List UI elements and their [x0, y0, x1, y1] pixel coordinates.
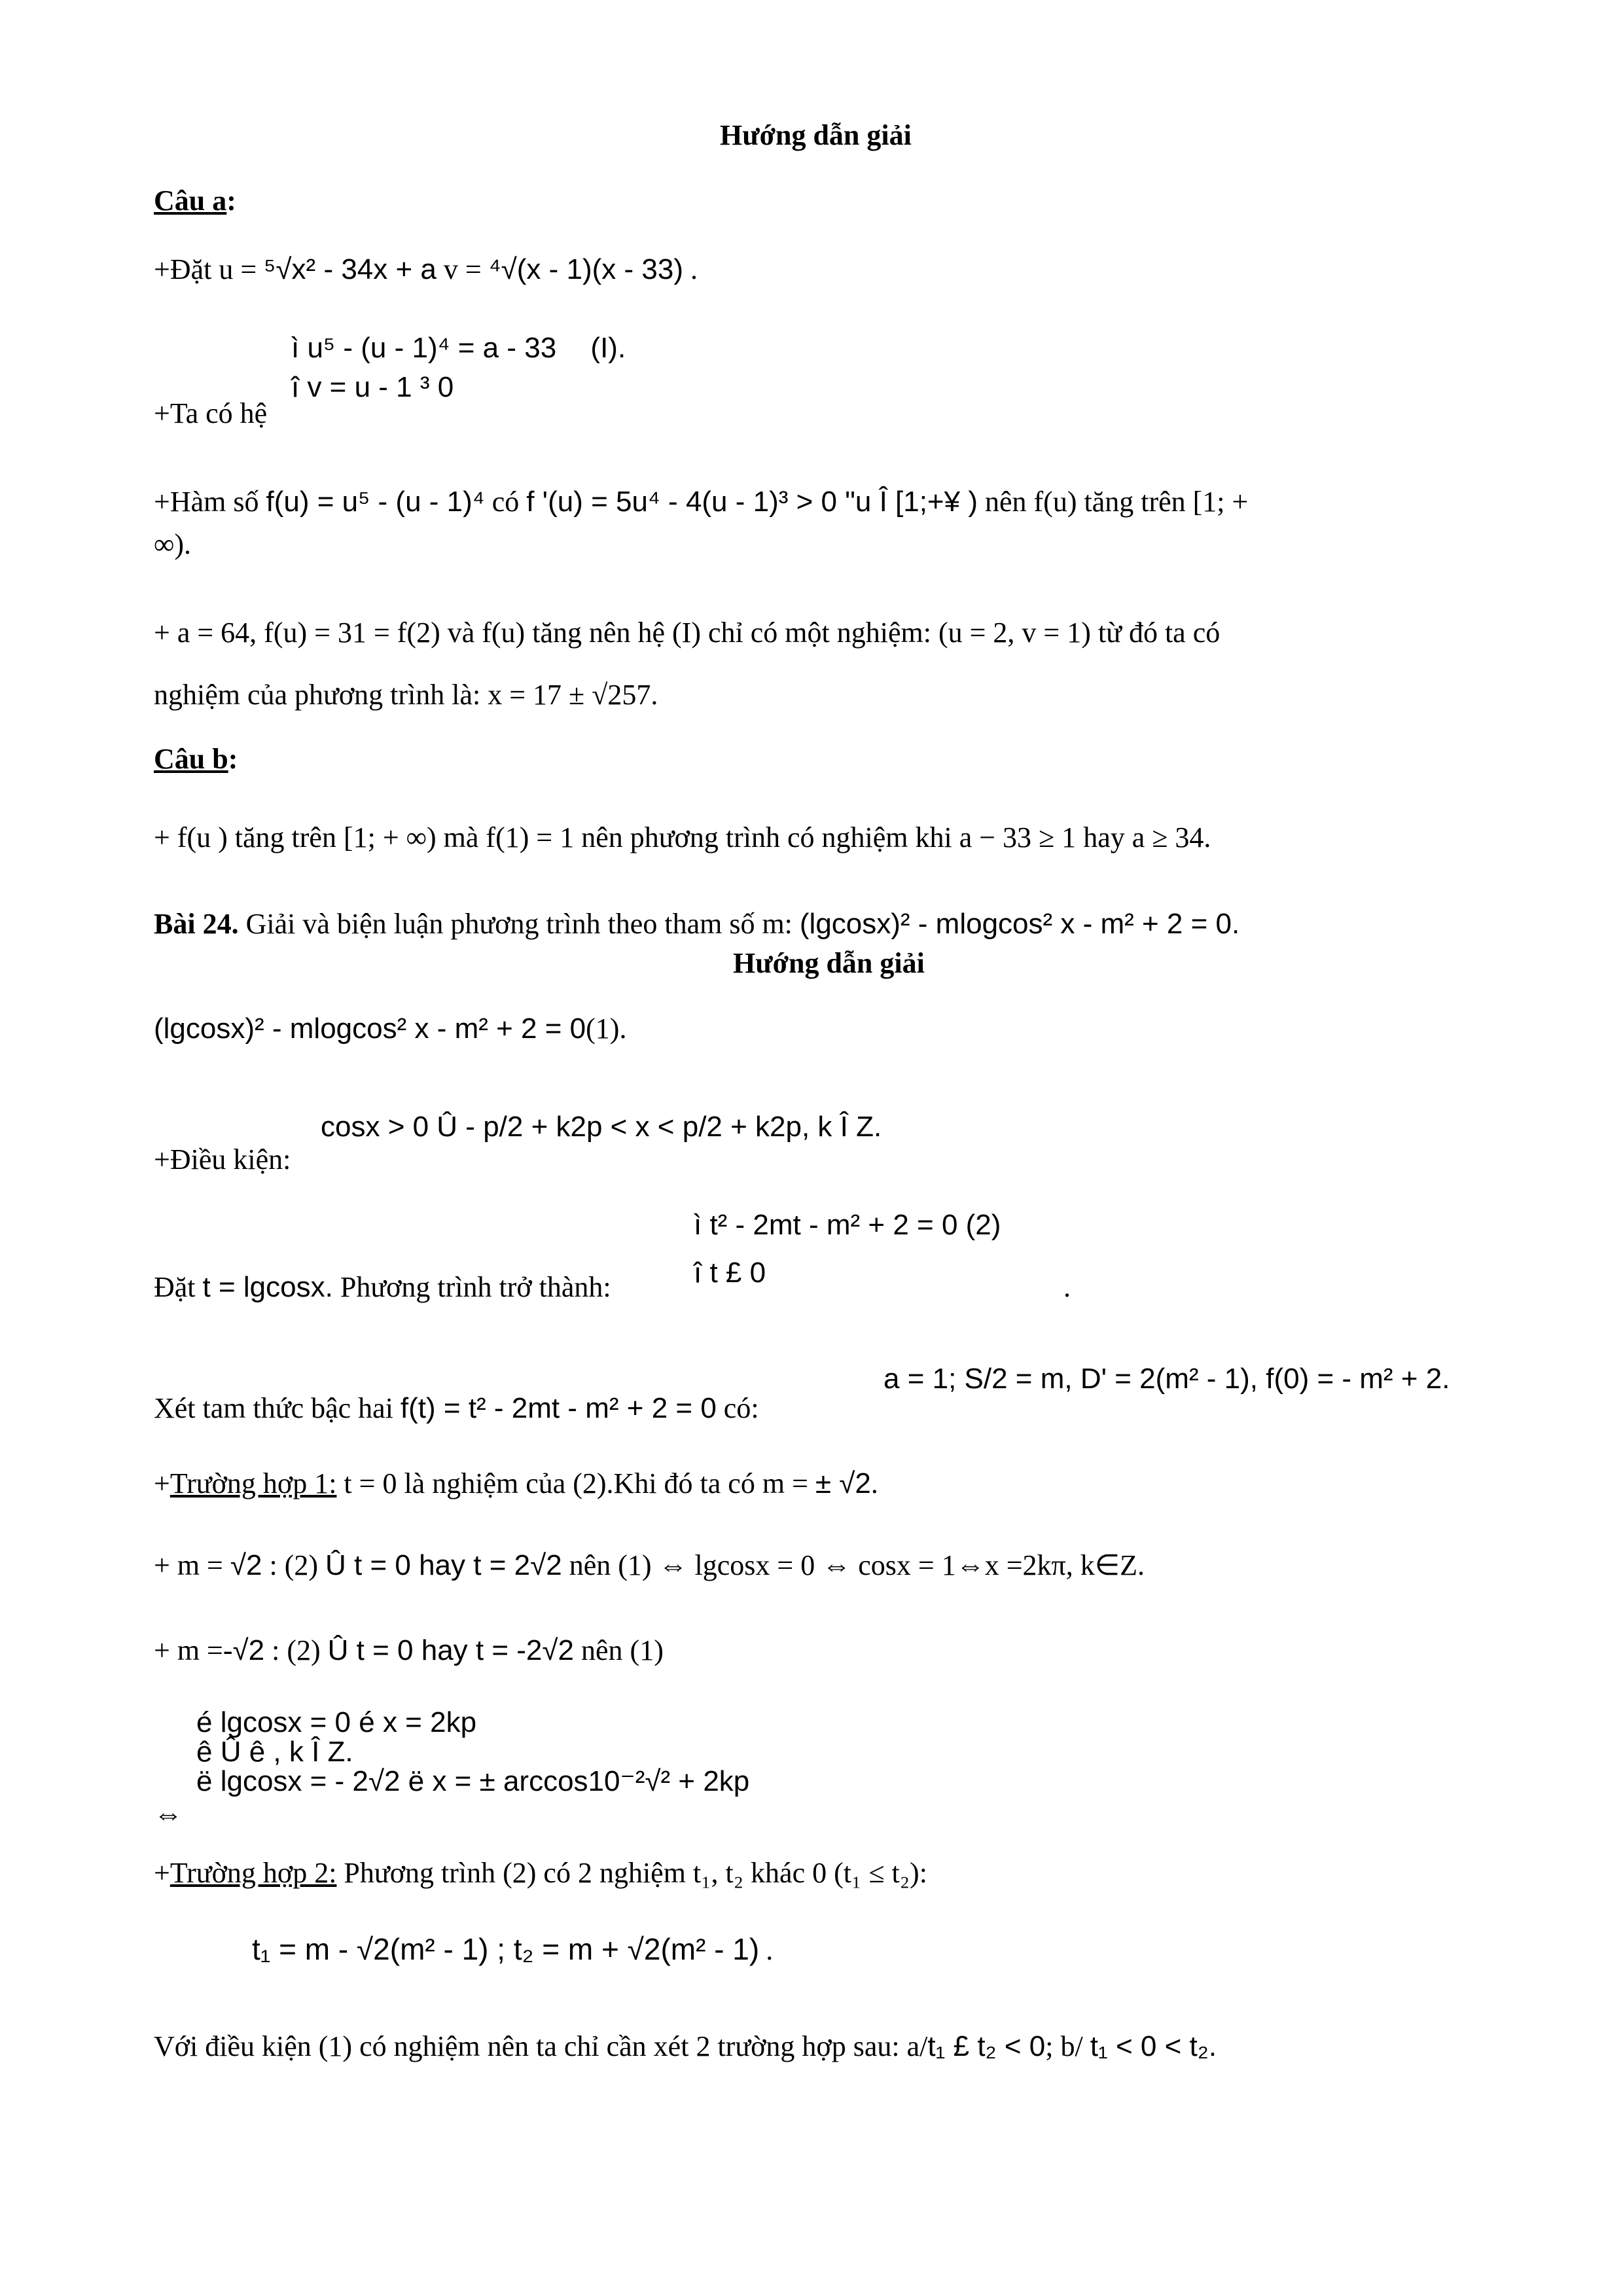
- line-function: [154, 488, 1248, 516]
- final-separator: ; b/: [1045, 2030, 1090, 2062]
- line-roots: [154, 681, 658, 709]
- line-case-2: [154, 1859, 927, 1888]
- line-substitution: [154, 255, 698, 284]
- bai-24-text: Giải và biện luận phương trình theo tham số m:: [238, 908, 800, 940]
- discriminant-line: a = 1; S/2 = m, D' = 2(m² - 1), f(0) = - m² + 2.: [883, 1363, 1450, 1395]
- v-text: v =: [436, 253, 489, 285]
- system-line-1: [291, 334, 626, 363]
- cau-b-condition: a − 33 ≥ 1: [959, 821, 1077, 853]
- m-negative-eq: : (2): [264, 1634, 328, 1666]
- system-line-2: [154, 371, 454, 429]
- cau-b-colon: :: [228, 743, 238, 775]
- line-m-positive: [154, 1551, 1145, 1580]
- t-definition: t = lgcosx.: [202, 1271, 333, 1303]
- roots-text: nghiệm của phương trình là:: [154, 679, 488, 711]
- case-2-text: Phương trình (2) có 2 nghiệm t₁, t₂ khác 0 (t₁ ≤ t₂):: [336, 1857, 927, 1889]
- case-1-prefix: +: [154, 1467, 170, 1499]
- bai-24-label: Bài 24.: [154, 908, 239, 940]
- quadratic-has: có:: [716, 1392, 759, 1424]
- final-case-b: t₁ < 0 < t₂.: [1090, 2030, 1217, 2062]
- line-infinity: ∞).: [154, 528, 192, 560]
- roots-t-formula: t₁ = m - √2(m² - 1) ; t₂ = m + √2(m² - 1): [252, 1932, 760, 1966]
- function-text: +Hàm số: [154, 486, 266, 518]
- substitution-dot: .: [1063, 1271, 1071, 1303]
- equation-1: (lgcosx)² - mlogcos² x - m² + 2 = 0: [154, 1013, 586, 1045]
- m-negative-text: + m =-: [154, 1634, 233, 1666]
- derivative-definition: f '(u) = 5u⁴ - 4(u - 1)³ > 0 "u Î [1;+¥ ): [526, 486, 978, 518]
- condition-formula: cosx > 0 Û - p/2 + k2p < x < p/2 + k2p, k Î Z.: [321, 1111, 882, 1143]
- cau-b-heading: [154, 745, 238, 774]
- system-equation-2: î v = u - 1 ³ 0: [291, 371, 454, 403]
- roots-formula: x = 17 ± √257: [488, 679, 651, 711]
- final-text: Với điều kiện (1) có nghiệm nên ta chỉ cần xét 2 trường hợp sau: a/: [154, 2030, 928, 2062]
- cau-b-fu: f(u: [177, 821, 211, 853]
- cau-b-plus: +: [154, 821, 177, 853]
- line-substitution-t: [154, 1257, 1071, 1303]
- case-2-label: Trường hợp 2:: [169, 1857, 337, 1889]
- cau-b-label: Câu b: [154, 743, 228, 775]
- transformed-system-1: ì t² - 2mt - m² + 2 = 0 (2): [694, 1209, 1001, 1241]
- quadratic-formula: f(t) = t² - 2mt - m² + 2 = 0: [400, 1392, 717, 1424]
- roots-t-dot: .: [766, 1934, 774, 1966]
- cau-a-heading: [154, 187, 236, 215]
- cau-a-colon: :: [226, 185, 236, 217]
- m-negative-conclusion: nên (1): [574, 1634, 664, 1666]
- line-final: [154, 2032, 1217, 2061]
- function-text-3: nên f(u) tăng trên [1; +: [977, 486, 1249, 518]
- v-definition: ⁴√(x - 1)(x - 33): [488, 253, 683, 285]
- function-text-2: có: [484, 486, 527, 518]
- trailing-dot: .: [683, 253, 698, 285]
- line-cau-b: [154, 823, 1211, 852]
- m-positive-text: + m =: [154, 1549, 230, 1581]
- solution-heading: Hướng dẫn giải: [720, 119, 912, 151]
- plus-text: +: [154, 617, 177, 649]
- equivalent-arrow: ⇔: [154, 1798, 183, 1830]
- line-m-negative: [154, 1636, 664, 1665]
- line-equation-1: [154, 1014, 626, 1043]
- m-positive-conclusion: nên (1) ⇔ lgcosx = 0 ⇔ cosx = 1⇔x =2kπ, k∈Z.: [562, 1549, 1145, 1581]
- m-positive-eq: : (2): [262, 1549, 326, 1581]
- equation-1-tag: (1).: [586, 1013, 627, 1045]
- value-a: a = 64, f(u) = 31 = f(2): [177, 617, 440, 649]
- m-negative-roots: Û t = 0 hay t = -2√2: [327, 1634, 575, 1666]
- line-case-1: [154, 1469, 878, 1498]
- m-negative-value: √2: [232, 1634, 265, 1666]
- solution-heading-2: Hướng dẫn giải: [733, 947, 925, 979]
- function-definition: f(u) = u⁵ - (u - 1)⁴: [266, 486, 485, 518]
- case-2-prefix: +: [154, 1857, 170, 1889]
- becomes-text: Phương trình trở thành:: [332, 1271, 611, 1303]
- cau-b-or: hay: [1076, 821, 1132, 853]
- condition-label: +Điều kiện:: [154, 1143, 291, 1175]
- system-equation-1: ì u⁵ - (u - 1)⁴ = a - 33: [291, 332, 557, 364]
- cau-b-text-2: nên phương trình có nghiệm khi: [574, 821, 959, 853]
- substitution-text: +Đặt u =: [154, 253, 264, 285]
- fu-text: f(u): [482, 617, 526, 649]
- cau-b-result: a ≥ 34.: [1132, 821, 1211, 853]
- m-positive-roots: Û t = 0 hay t = 2√2: [325, 1549, 562, 1581]
- increasing-text: tăng nên hệ (I) chỉ có một nghiệm:: [525, 617, 938, 649]
- case-1-value: ± √2: [815, 1467, 871, 1499]
- bracket-line-3: ë lgcosx = - 2√2 ë x = ± arccos10⁻²√² + 2kp: [196, 1765, 750, 1797]
- system-tag: (I).: [590, 332, 626, 364]
- set-text: Đặt: [154, 1271, 203, 1303]
- cau-b-f1: f(1) = 1: [486, 821, 575, 853]
- case-1-label: Trường hợp 1:: [169, 1467, 337, 1499]
- case-1-text: t = 0 là nghiệm của (2).Khi đó ta có m =: [336, 1467, 815, 1499]
- final-case-a: t₁ £ t₂ < 0: [927, 2030, 1046, 2062]
- cau-b-text-1: ) tăng trên [1; + ∞) mà: [211, 821, 486, 853]
- transformed-system-2: î t £ 0: [694, 1257, 766, 1289]
- case-1-dot: .: [870, 1467, 878, 1499]
- and-text: và: [440, 617, 482, 649]
- line-roots-t: [252, 1934, 773, 1965]
- roots-dot: .: [651, 679, 658, 711]
- line-quadratic: [154, 1394, 759, 1423]
- solution-pair: (u = 2, v = 1): [938, 617, 1091, 649]
- cau-a-label: Câu a: [154, 185, 227, 217]
- line-unique-solution: [154, 619, 1220, 647]
- line-bai-24: [154, 910, 1240, 939]
- system-intro: +Ta có hệ: [154, 397, 268, 429]
- bracket-line-1: é lgcosx = 0 é x = 2kp: [196, 1706, 477, 1738]
- bracket-line-2: ê Û ê , k Î Z.: [196, 1736, 353, 1768]
- from-text: từ đó ta có: [1090, 617, 1221, 649]
- m-positive-value: √2: [230, 1549, 262, 1581]
- bai-24-equation: (lgcosx)² - mlogcos² x - m² + 2 = 0.: [799, 908, 1240, 940]
- quadratic-text: Xét tam thức bậc hai: [154, 1392, 401, 1424]
- u-definition: ⁵√x² - 34x + a: [264, 253, 437, 285]
